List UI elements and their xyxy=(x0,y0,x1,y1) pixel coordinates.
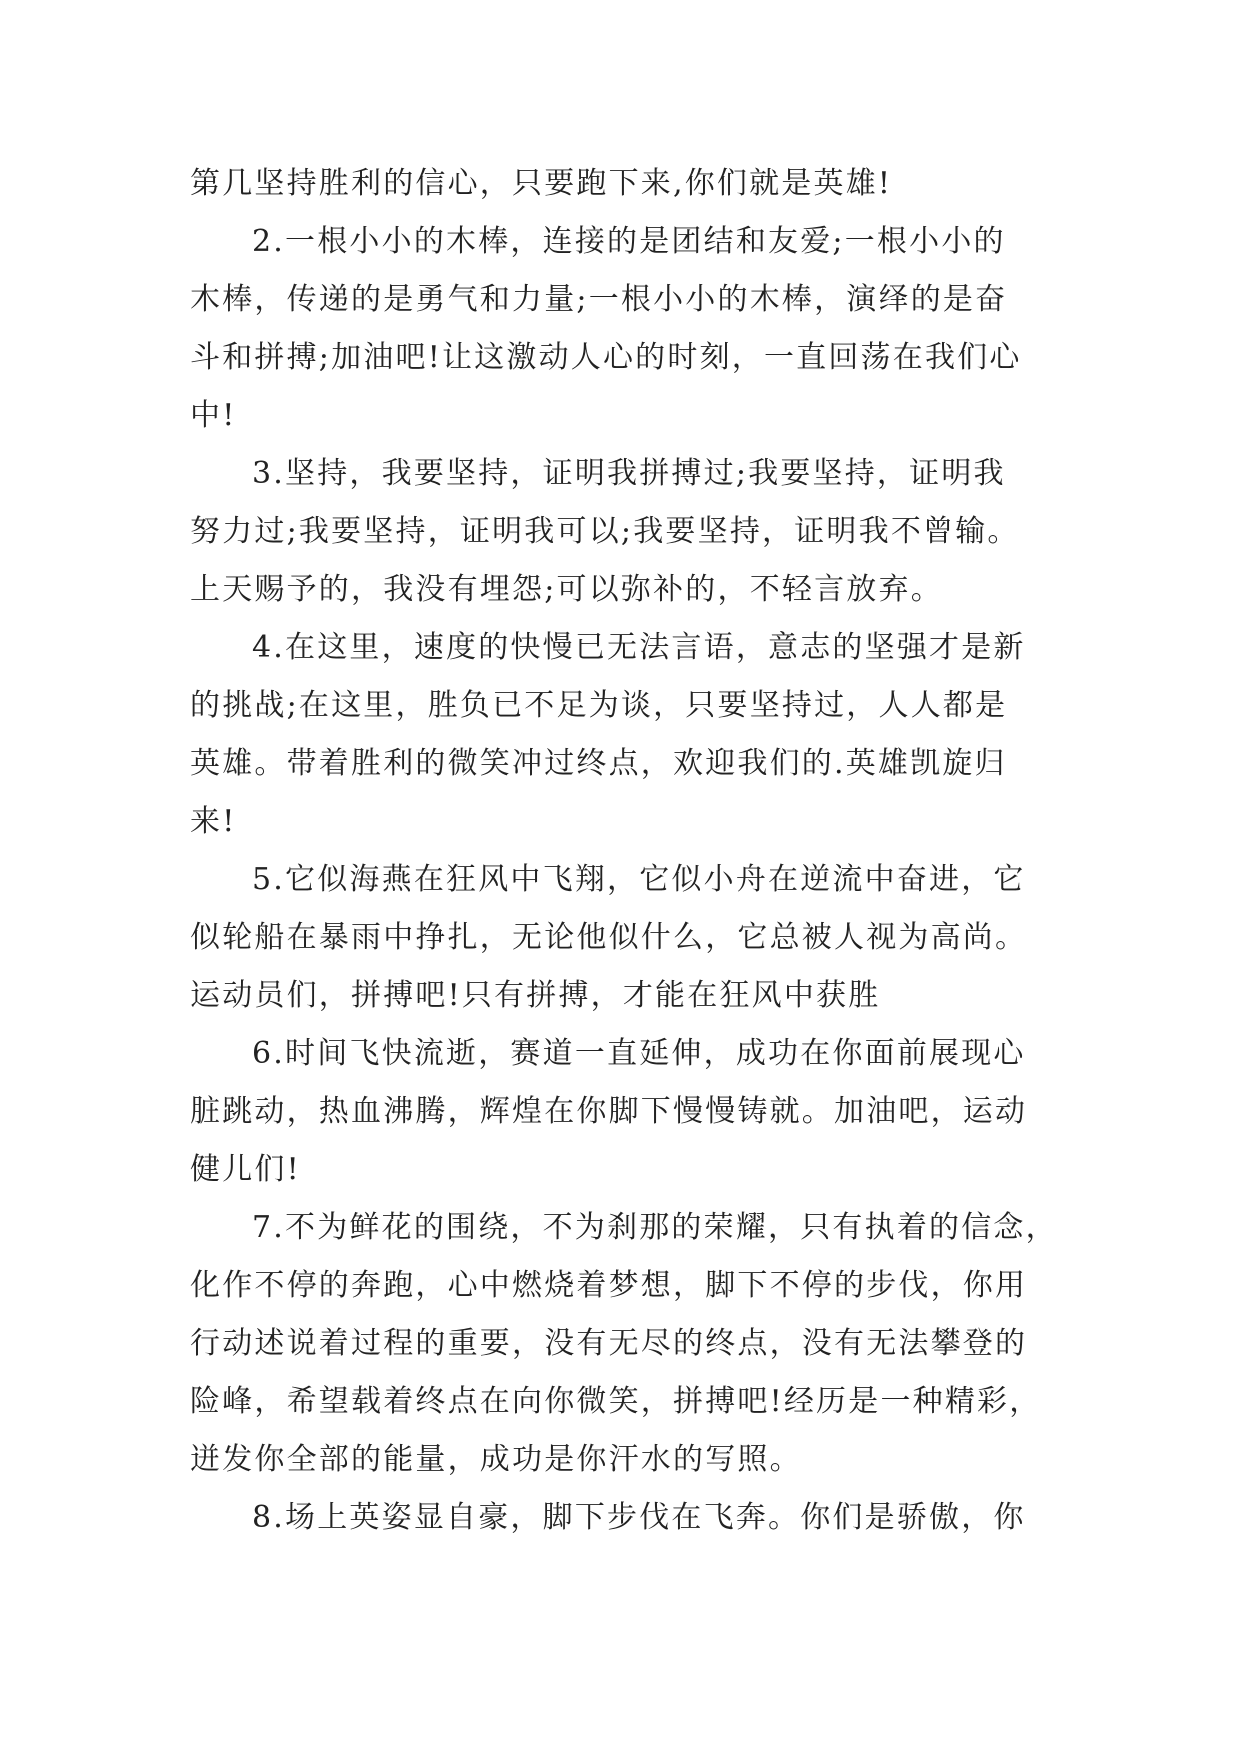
paragraph-3-line: 3.坚持，我要坚持，证明我拼搏过;我要坚持，证明我 xyxy=(252,456,1006,491)
text-line: 迸发你全部的能量，成功是你汗水的写照。 xyxy=(190,1442,802,1477)
text-line: 的挑战;在这里，胜负已不足为谈，只要坚持过，人人都是 xyxy=(190,688,1008,723)
text-line: 来! xyxy=(190,804,237,839)
text-line: 行动述说着过程的重要，没有无尽的终点，没有无法攀登的 xyxy=(190,1326,1028,1361)
text-line: 健儿们! xyxy=(190,1152,301,1187)
text-line: 化作不停的奔跑，心中燃烧着梦想，脚下不停的步伐，你用 xyxy=(190,1268,1028,1303)
paragraph-7-line: 7.不为鲜花的围绕，不为刹那的荣耀，只有执着的信念， xyxy=(252,1210,1058,1245)
paragraph-8-line: 8.场上英姿显自豪，脚下步伐在飞奔。你们是骄傲，你 xyxy=(252,1500,1026,1535)
text-line: 运动员们，拼搏吧!只有拼搏，才能在狂风中获胜 xyxy=(190,978,881,1013)
text-line: 斗和拼搏;加油吧!让这激动人心的时刻，一直回荡在我们心 xyxy=(190,340,1022,375)
text-line: 上天赐予的，我没有埋怨;可以弥补的，不轻言放弃。 xyxy=(190,572,943,607)
paragraph-4-line: 4.在这里，速度的快慢已无法言语，意志的坚强才是新 xyxy=(252,630,1026,665)
text-line: 脏跳动，热血沸腾，辉煌在你脚下慢慢铸就。加油吧，运动 xyxy=(190,1094,1028,1129)
paragraph-2-line: 2.一根小小的木棒，连接的是团结和友爱;一根小小的 xyxy=(252,224,1006,259)
text-line: 木棒，传递的是勇气和力量;一根小小的木棒，演绎的是奋 xyxy=(190,282,1008,317)
text-line: 中! xyxy=(190,398,237,433)
text-line: 险峰，希望载着终点在向你微笑，拼搏吧!经历是一种精彩， xyxy=(190,1384,1042,1419)
text-line: 努力过;我要坚持，证明我可以;我要坚持，证明我不曾输。 xyxy=(190,514,1020,549)
paragraph-6-line: 6.时间飞快流逝，赛道一直延伸，成功在你面前展现心 xyxy=(252,1036,1026,1071)
text-line: 英雄。带着胜利的微笑冲过终点，欢迎我们的.英雄凯旋归 xyxy=(190,746,1007,781)
document-body xyxy=(190,155,1058,1547)
text-line: 似轮船在暴雨中挣扎，无论他似什么，它总被人视为高尚。 xyxy=(190,920,1028,955)
text-line: 第几坚持胜利的信心，只要跑下来,你们就是英雄! xyxy=(190,166,893,201)
paragraph-5-line: 5.它似海燕在狂风中飞翔，它似小舟在逆流中奋进，它 xyxy=(252,862,1026,897)
